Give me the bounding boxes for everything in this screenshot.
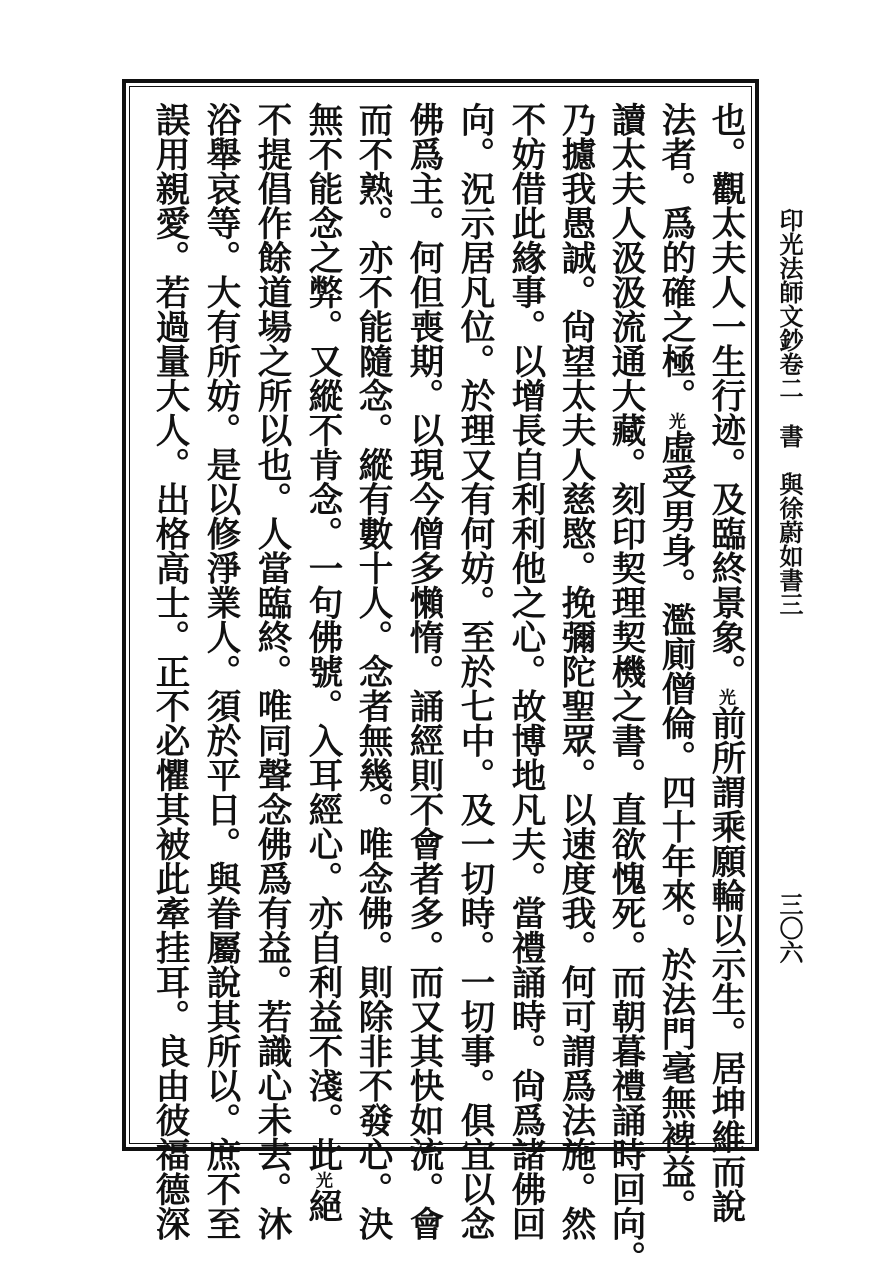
self-reference-note: 光 bbox=[312, 1171, 332, 1189]
section-label: 書 bbox=[775, 424, 804, 448]
running-header bbox=[775, 208, 803, 616]
text-column-6: 向。況示居凡位。於理又有何妨。至於七中。及一切時。一切事。俱宜以念 bbox=[454, 102, 494, 1241]
text-column-12: 誤用親愛。若過量大人。出格高士。正不必懼其被此牽挂耳。良由彼福德深 bbox=[149, 102, 189, 1241]
text-column-3: 讀太夫人汲汲流通大藏。刻印契理契機之書。直欲愧死。而朝暮禮誦時回向。 bbox=[605, 102, 645, 1275]
book-title: 印光法師文鈔卷二 bbox=[775, 208, 804, 400]
text-column-1: 也。觀太夫人一生行迹。及臨終景象。光前所謂乘願輪以示生。居坤維而說 bbox=[705, 102, 745, 1223]
text-column-2: 法者。爲的確之極。光虛受男身。濫廁僧倫。四十年來。於法門毫無裨益。 bbox=[655, 102, 695, 1223]
text-column-9: 無不能念之弊。又縱不肯念。一句佛號。入耳經心。亦自利益不淺。此光絕 bbox=[302, 102, 342, 1223]
self-reference-note: 光 bbox=[715, 688, 735, 706]
text-column-5: 不妨借此緣事。以增長自利利他之心。故博地凡夫。當禮誦時。尙爲諸佛回 bbox=[505, 102, 545, 1241]
letter-title: 與徐蔚如書三 bbox=[775, 472, 804, 616]
page-number: 三〇六 bbox=[775, 892, 804, 964]
text-column-10: 不提倡作餘道場之所以也。人當臨終。唯同聲念佛爲有益。若識心未去。沐 bbox=[251, 102, 291, 1241]
text-column-7: 佛爲主。何但喪期。以現今僧多懶惰。誦經則不會者多。而又其快如流。會 bbox=[403, 102, 443, 1241]
text-column-11: 浴舉哀等。大有所妨。是以修淨業人。須於平日。與眷屬說其所以。庶不至 bbox=[200, 102, 240, 1241]
self-reference-note: 光 bbox=[665, 412, 685, 430]
text-column-4: 乃攄我愚誠。尙望太夫人慈愍。挽彌陀聖眾。以速度我。何可謂爲法施。然 bbox=[555, 102, 595, 1241]
text-column-8: 而不熟。亦不能隨念。縱有數十人。念者無幾。唯念佛。則除非不發心。決 bbox=[352, 102, 392, 1241]
